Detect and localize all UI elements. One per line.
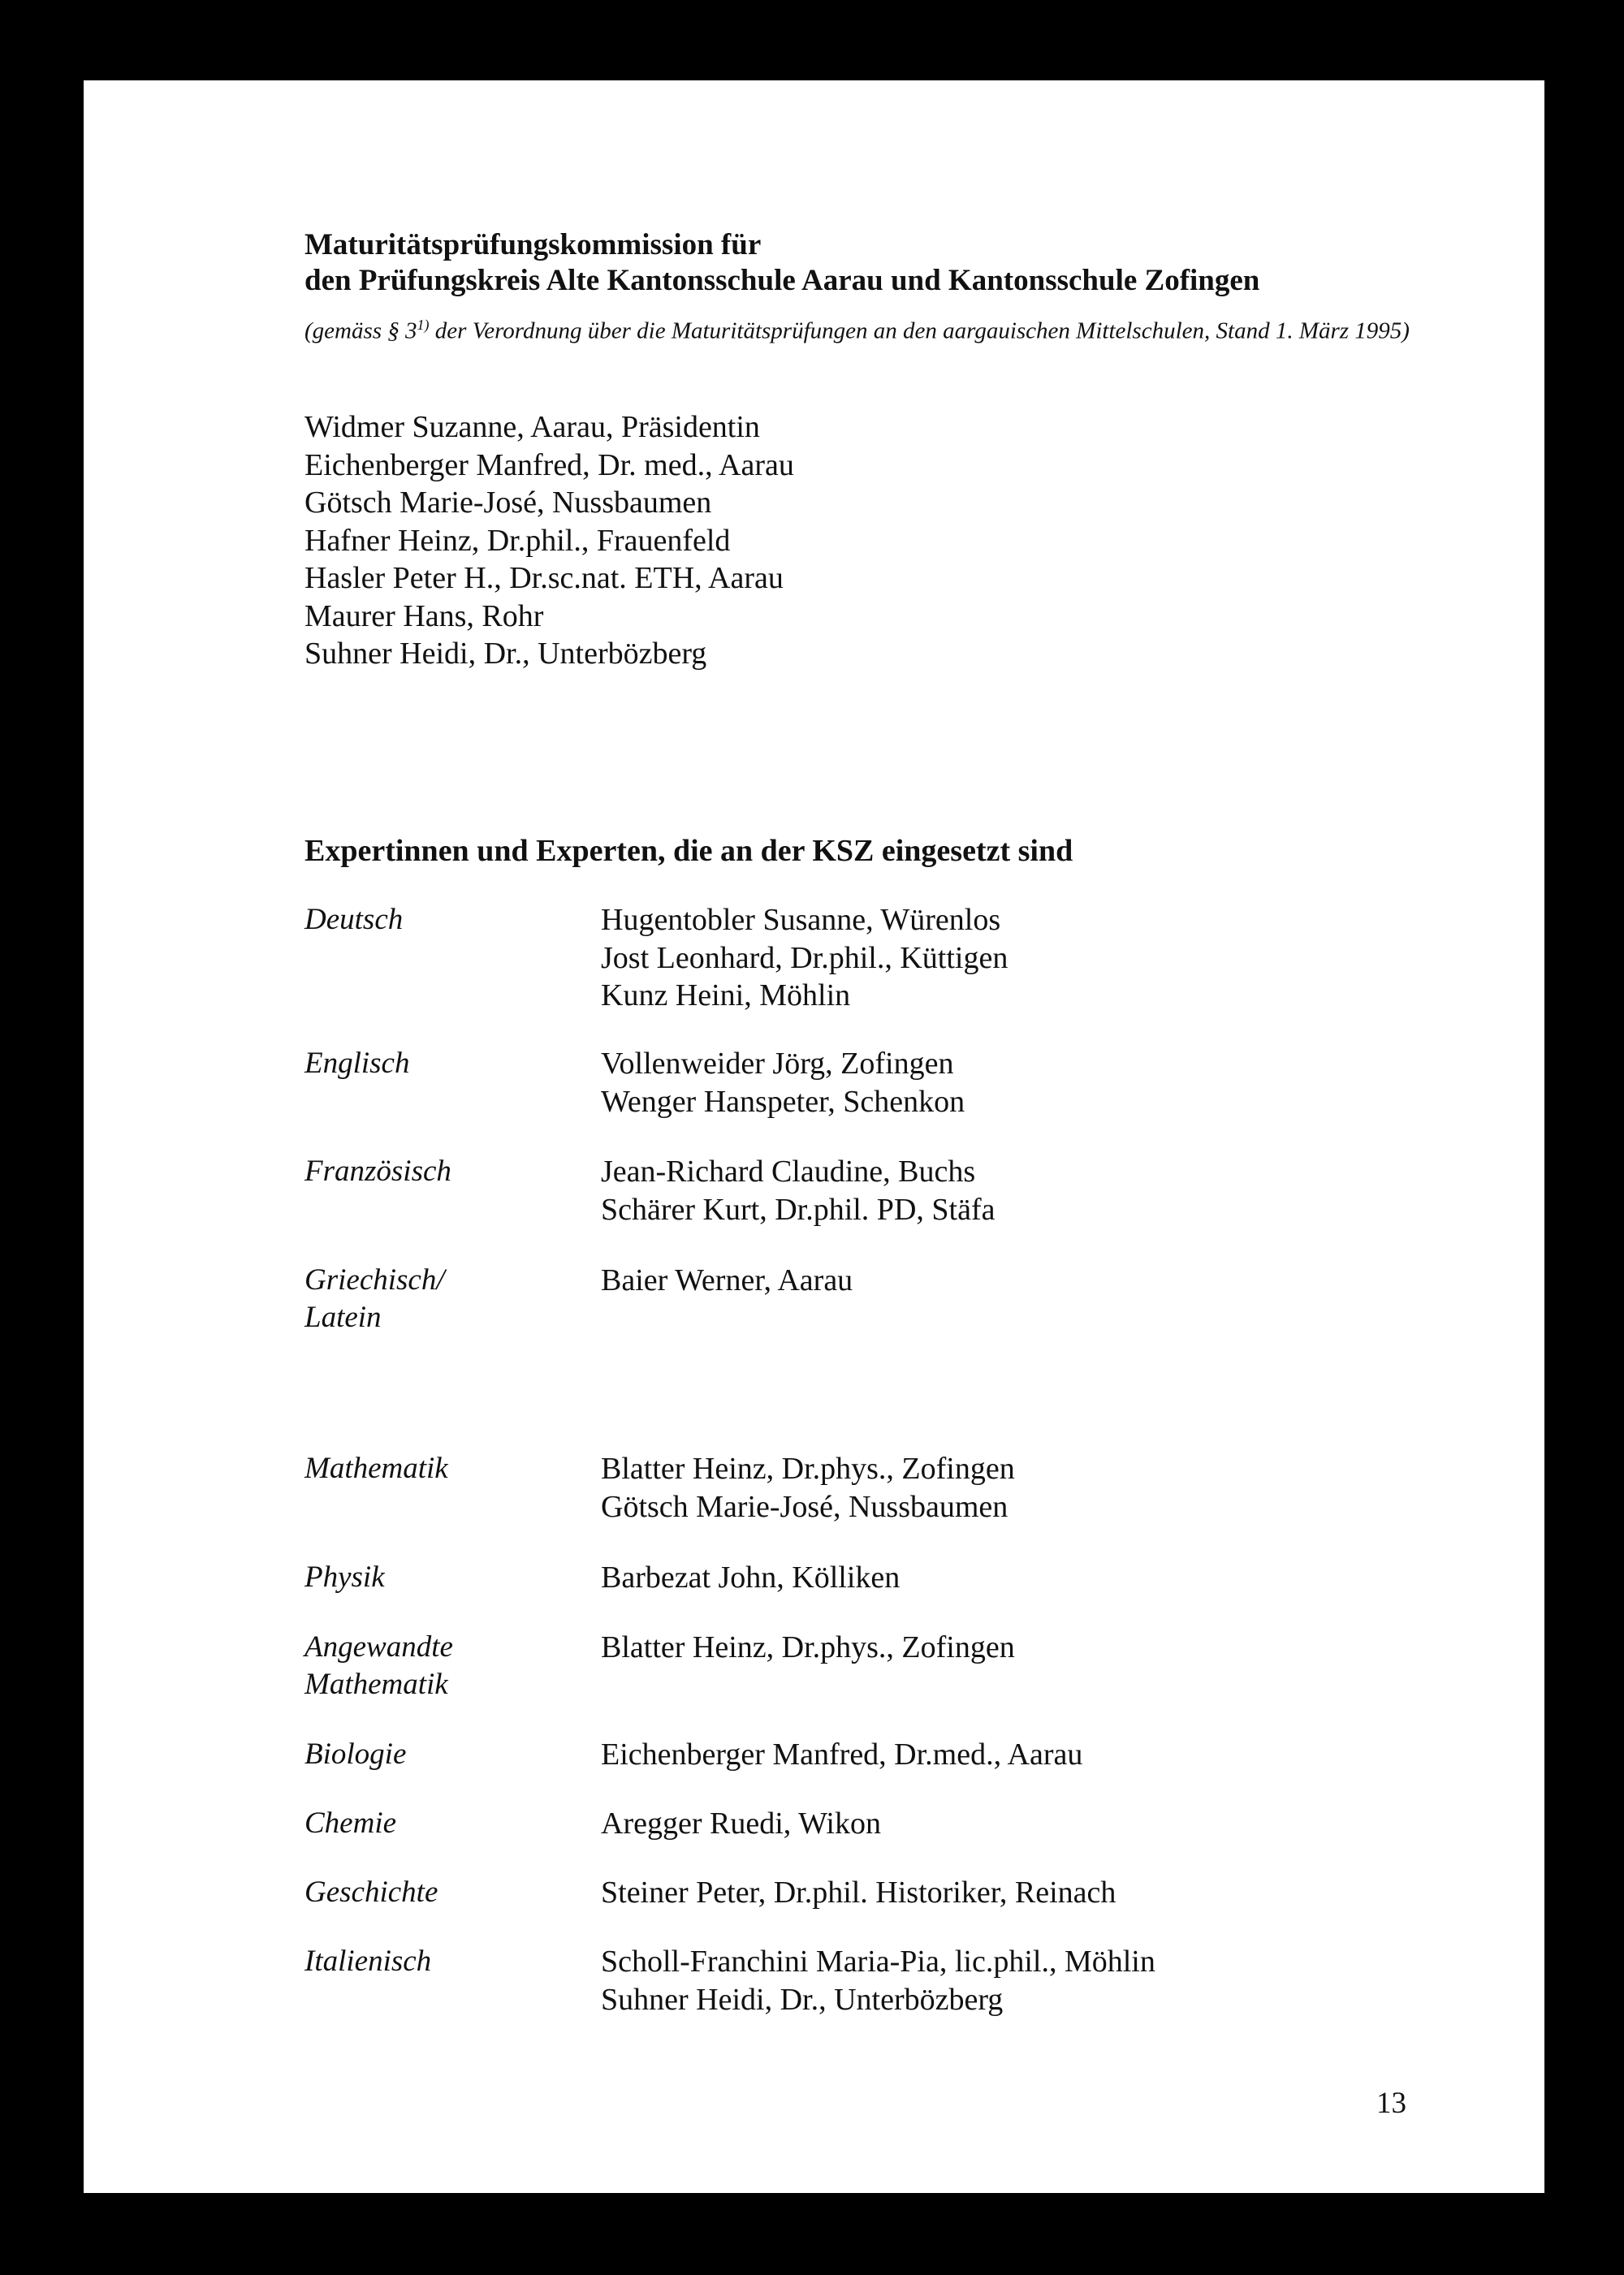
subject-name-line: Italienisch — [304, 1945, 432, 1978]
commission-member: Götsch Marie-José, Nussbaumen — [304, 486, 712, 520]
expert-list — [601, 1736, 1082, 1774]
expert-entry: Vollenweider Jörg, Zofingen — [601, 1047, 954, 1081]
subject-name — [304, 1736, 572, 1773]
page-number: 13 — [1376, 2087, 1406, 2120]
subject-name-line: Angewandte — [304, 1630, 453, 1664]
expert-list — [601, 1153, 995, 1228]
subject-name-line: Biologie — [304, 1738, 407, 1771]
subject-name-line: Chemie — [304, 1807, 397, 1840]
commission-member: Eichenberger Manfred, Dr. med., Aarau — [304, 447, 794, 482]
subject-name-line: Mathematik — [304, 1668, 448, 1701]
expert-entry: Schärer Kurt, Dr.phil. PD, Stäfa — [601, 1192, 996, 1227]
commission-member: Hafner Heinz, Dr.phil., Frauenfeld — [304, 523, 731, 558]
subject-name — [304, 901, 572, 939]
subject-name — [304, 1450, 572, 1487]
experts-section-title: Expertinnen und Experten, die an der KSZ eingesetzt sind — [304, 834, 1073, 868]
document-page — [84, 80, 1544, 2193]
expert-entry: Jost Leonhard, Dr.phil., Küttigen — [601, 940, 1009, 975]
commission-title-line-2: den Prüfungskreis Alte Kantonsschule Aarau und Kantonsschule Zofingen — [304, 264, 1260, 297]
expert-list — [601, 1559, 900, 1597]
expert-list — [601, 1874, 1116, 1912]
subject-name-line: Physik — [304, 1561, 385, 1594]
subject-name-line: Mathematik — [304, 1452, 448, 1485]
subject-name — [304, 1805, 572, 1842]
subject-name-line: Französisch — [304, 1155, 451, 1188]
expert-list — [601, 901, 1008, 1015]
expert-list — [601, 1805, 881, 1843]
expert-entry: Aregger Ruedi, Wikon — [601, 1807, 881, 1841]
expert-entry: Blatter Heinz, Dr.phys., Zofingen — [601, 1452, 1015, 1486]
subject-name — [304, 1943, 572, 1980]
subject-name-line: Geschichte — [304, 1876, 438, 1909]
commission-member: Maurer Hans, Rohr — [304, 598, 544, 633]
regulation-text-start: (gemäss § 3 — [304, 317, 417, 344]
subject-name — [304, 1262, 572, 1336]
expert-list — [601, 1262, 853, 1300]
expert-entry: Scholl-Franchini Maria-Pia, lic.phil., Möhlin — [601, 1945, 1155, 1979]
commission-member-list — [304, 408, 794, 673]
regulation-text-end: der Verordnung über die Maturitätsprüfungen an den aargauischen Mittelschulen, Stand 1. März 1995) — [429, 317, 1410, 344]
expert-entry: Blatter Heinz, Dr.phys., Zofingen — [601, 1630, 1015, 1664]
expert-entry: Suhner Heidi, Dr., Unterbözberg — [601, 1982, 1004, 2017]
expert-list — [601, 1045, 965, 1120]
expert-entry: Eichenberger Manfred, Dr.med., Aarau — [601, 1738, 1083, 1772]
commission-member: Hasler Peter H., Dr.sc.nat. ETH, Aarau — [304, 561, 784, 595]
expert-entry: Kunz Heini, Möhlin — [601, 978, 851, 1012]
expert-entry: Götsch Marie-José, Nussbaumen — [601, 1489, 1009, 1524]
expert-entry: Hugentobler Susanne, Würenlos — [601, 903, 1001, 937]
expert-entry: Barbezat John, Kölliken — [601, 1561, 901, 1595]
subject-name — [304, 1629, 572, 1703]
expert-entry: Wenger Hanspeter, Schenkon — [601, 1084, 965, 1119]
commission-title-line-1: Maturitätsprüfungskommission für — [304, 228, 762, 261]
expert-list — [601, 1450, 1015, 1526]
commission-member: Widmer Suzanne, Aarau, Präsidentin — [304, 410, 760, 444]
expert-entry: Jean-Richard Claudine, Buchs — [601, 1155, 976, 1189]
subject-name — [304, 1874, 572, 1911]
expert-entry: Baier Werner, Aarau — [601, 1263, 853, 1297]
subject-name — [304, 1559, 572, 1596]
subject-name-line: Deutsch — [304, 903, 404, 936]
regulation-note — [304, 309, 1433, 348]
expert-list — [601, 1629, 1015, 1667]
subject-name-line: Latein — [304, 1301, 382, 1334]
expert-entry: Steiner Peter, Dr.phil. Historiker, Reinach — [601, 1876, 1116, 1910]
commission-member: Suhner Heidi, Dr., Unterbözberg — [304, 637, 707, 671]
subject-name — [304, 1045, 572, 1082]
footnote-marker: 1) — [417, 317, 430, 333]
subject-name — [304, 1153, 572, 1190]
subject-name-line: Griechisch/ — [304, 1263, 445, 1297]
subject-name-line: Englisch — [304, 1047, 410, 1080]
expert-list — [601, 1943, 1155, 2018]
